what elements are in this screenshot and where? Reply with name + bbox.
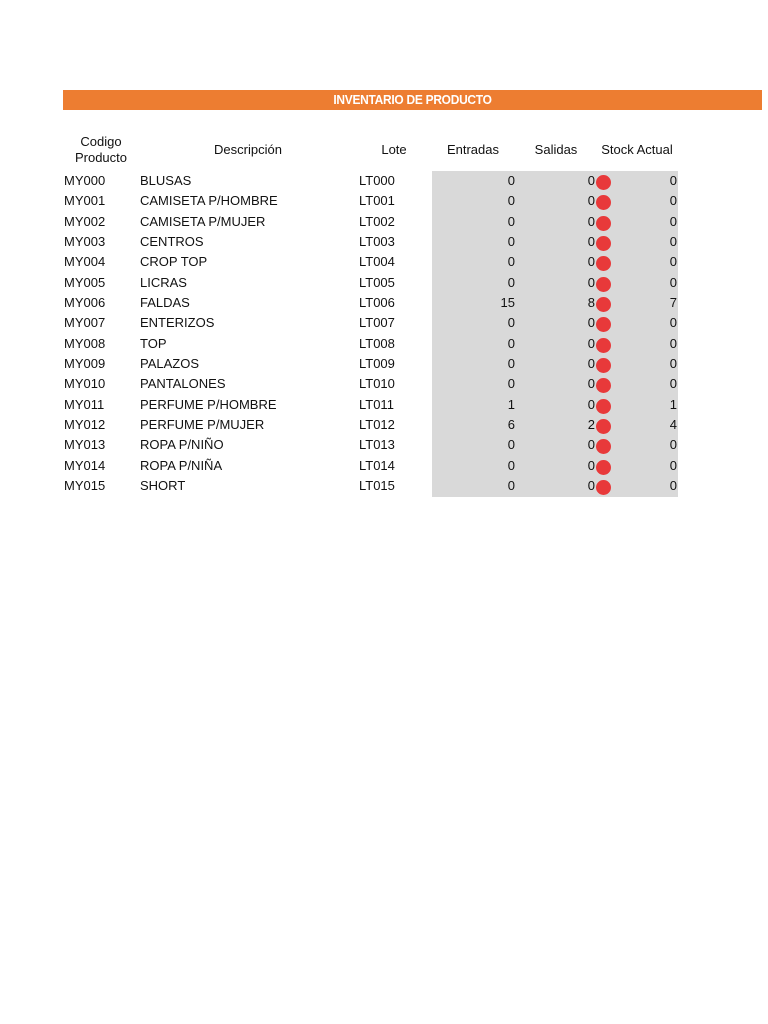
cell-entradas[interactable]: 0 <box>507 356 515 372</box>
cell-entradas[interactable]: 0 <box>507 173 515 188</box>
cell-salidas[interactable]: 0 <box>587 193 595 209</box>
cell-entradas[interactable]: 0 <box>507 254 515 270</box>
red-dot-icon <box>596 358 611 373</box>
cell-lote[interactable]: LT005 <box>359 274 395 290</box>
table-row[interactable] <box>0 171 768 191</box>
table-row[interactable] <box>0 293 768 313</box>
cell-salidas[interactable]: 0 <box>587 396 595 412</box>
cell-salidas[interactable]: 0 <box>587 437 595 453</box>
cell-description[interactable]: BLUSAS <box>140 173 192 188</box>
table-row[interactable] <box>0 415 768 435</box>
header-code-line1: Codigo <box>80 134 122 149</box>
cell-description[interactable]: FALDAS <box>140 295 190 311</box>
red-dot-icon <box>596 460 611 475</box>
cell-stock[interactable]: 0 <box>669 457 677 473</box>
cell-code[interactable]: MY014 <box>64 457 106 473</box>
cell-lote[interactable]: LT011 <box>359 396 394 412</box>
cell-stock[interactable]: 1 <box>669 396 677 412</box>
cell-code[interactable]: MY012 <box>64 417 106 433</box>
cell-lote[interactable]: LT006 <box>359 295 395 311</box>
cell-lote[interactable]: LT015 <box>359 478 395 494</box>
cell-salidas[interactable]: 0 <box>587 335 595 351</box>
cell-description[interactable]: ROPA P/NIÑA <box>140 457 223 473</box>
cell-description[interactable]: ROPA P/NIÑO <box>140 437 224 453</box>
cell-stock[interactable]: 0 <box>669 234 677 250</box>
cell-stock[interactable]: 0 <box>669 437 677 453</box>
cell-description[interactable]: CAMISETA P/HOMBRE <box>140 193 278 209</box>
cell-lote[interactable]: LT007 <box>359 315 395 331</box>
cell-entradas[interactable]: 0 <box>507 234 515 250</box>
cell-salidas[interactable]: 0 <box>587 274 595 290</box>
cell-entradas[interactable]: 0 <box>507 376 515 392</box>
cell-code[interactable]: MY006 <box>64 295 106 311</box>
cell-salidas[interactable]: 2 <box>587 417 595 433</box>
cell-stock[interactable]: 0 <box>669 213 677 229</box>
cell-entradas[interactable]: 0 <box>507 335 515 351</box>
header-code <box>63 134 139 166</box>
cell-salidas[interactable]: 0 <box>587 213 595 229</box>
table-row[interactable] <box>0 212 768 232</box>
cell-entradas[interactable]: 0 <box>507 478 515 494</box>
table-row[interactable] <box>0 395 768 415</box>
cell-code[interactable]: MY008 <box>64 335 106 351</box>
cell-salidas[interactable]: 0 <box>587 173 595 188</box>
header-description: Descripción <box>214 142 282 157</box>
table-row[interactable] <box>0 232 768 252</box>
header-lote: Lote <box>381 142 407 157</box>
cell-description[interactable]: PANTALONES <box>140 376 226 392</box>
cell-code[interactable]: MY002 <box>64 213 106 229</box>
red-dot-icon <box>596 297 611 312</box>
cell-lote[interactable]: LT000 <box>359 173 395 188</box>
table-row[interactable] <box>0 476 768 496</box>
cell-code[interactable]: MY004 <box>64 254 106 270</box>
cell-salidas[interactable]: 0 <box>587 315 595 331</box>
cell-stock[interactable]: 0 <box>669 315 677 331</box>
table-row[interactable] <box>0 273 768 293</box>
cell-stock[interactable]: 0 <box>669 376 677 392</box>
table-row[interactable] <box>0 252 768 272</box>
cell-code[interactable]: MY009 <box>64 356 106 372</box>
cell-description[interactable]: TOP <box>140 335 167 351</box>
cell-description[interactable]: CROP TOP <box>140 254 208 270</box>
table-row[interactable] <box>0 191 768 211</box>
cell-lote[interactable]: LT012 <box>359 417 395 433</box>
cell-stock[interactable]: 0 <box>669 173 677 188</box>
cell-code[interactable]: MY001 <box>64 193 106 209</box>
header-code-line2: Producto <box>74 150 128 165</box>
cell-code[interactable]: MY013 <box>64 437 106 453</box>
title-bar <box>63 90 762 110</box>
cell-stock[interactable]: 0 <box>669 274 677 290</box>
cell-entradas[interactable]: 6 <box>507 417 515 433</box>
cell-lote[interactable]: LT008 <box>359 335 395 351</box>
table-header <box>0 132 768 168</box>
cell-lote[interactable]: LT002 <box>359 213 395 229</box>
cell-code[interactable]: MY011 <box>64 396 105 412</box>
cell-description[interactable]: LICRAS <box>140 274 187 290</box>
cell-stock[interactable]: 0 <box>669 254 677 270</box>
cell-description[interactable]: PERFUME P/MUJER <box>140 417 265 433</box>
cell-lote[interactable]: LT003 <box>359 234 395 250</box>
header-stock: Stock Actual <box>601 142 673 157</box>
cell-salidas[interactable]: 0 <box>587 234 595 250</box>
cell-salidas[interactable]: 0 <box>587 376 595 392</box>
table-row[interactable] <box>0 334 768 354</box>
table-body <box>0 171 768 497</box>
red-dot-icon <box>596 236 611 251</box>
cell-salidas[interactable]: 8 <box>587 295 595 311</box>
page-title: INVENTARIO DE PRODUCTO <box>333 92 492 107</box>
cell-stock[interactable]: 4 <box>669 417 677 433</box>
cell-entradas[interactable]: 0 <box>507 437 515 453</box>
header-salidas: Salidas <box>534 142 578 157</box>
cell-lote[interactable]: LT010 <box>359 376 395 392</box>
cell-description[interactable]: PERFUME P/HOMBRE <box>140 396 277 412</box>
cell-code[interactable]: MY000 <box>64 173 106 188</box>
table-row[interactable] <box>0 456 768 476</box>
cell-salidas[interactable]: 0 <box>587 457 595 473</box>
cell-code[interactable]: MY003 <box>64 234 106 250</box>
cell-description[interactable]: SHORT <box>140 478 186 494</box>
cell-code[interactable]: MY010 <box>64 376 106 392</box>
cell-entradas[interactable]: 15 <box>500 295 515 311</box>
table-row[interactable] <box>0 435 768 455</box>
cell-lote[interactable]: LT013 <box>359 437 395 453</box>
table-row[interactable] <box>0 313 768 333</box>
cell-code[interactable]: MY007 <box>64 315 106 331</box>
cell-entradas[interactable]: 0 <box>507 193 515 209</box>
cell-entradas[interactable]: 0 <box>507 457 515 473</box>
cell-salidas[interactable]: 0 <box>587 478 595 494</box>
red-dot-icon <box>596 399 611 414</box>
cell-salidas[interactable]: 0 <box>587 254 595 270</box>
cell-stock[interactable]: 0 <box>669 478 677 494</box>
cell-code[interactable]: MY005 <box>64 274 106 290</box>
cell-lote[interactable]: LT009 <box>359 356 395 372</box>
red-dot-icon <box>596 216 611 231</box>
red-dot-icon <box>596 338 611 353</box>
cell-description[interactable]: PALAZOS <box>140 356 200 372</box>
red-dot-icon <box>596 175 611 190</box>
cell-description[interactable]: ENTERIZOS <box>140 315 215 331</box>
cell-code[interactable]: MY015 <box>64 478 106 494</box>
cell-description[interactable]: CAMISETA P/MUJER <box>140 213 266 229</box>
cell-stock[interactable]: 7 <box>669 295 677 311</box>
cell-lote[interactable]: LT014 <box>359 457 395 473</box>
table-row[interactable] <box>0 374 768 394</box>
cell-entradas[interactable]: 0 <box>507 213 515 229</box>
red-dot-icon <box>596 277 611 292</box>
cell-lote[interactable]: LT004 <box>359 254 395 270</box>
cell-stock[interactable]: 0 <box>669 193 677 209</box>
cell-description[interactable]: CENTROS <box>140 234 204 250</box>
cell-lote[interactable]: LT001 <box>359 193 395 209</box>
cell-stock[interactable]: 0 <box>669 356 677 372</box>
cell-salidas[interactable]: 0 <box>587 356 595 372</box>
cell-entradas[interactable]: 1 <box>507 396 515 412</box>
table-row[interactable] <box>0 354 768 374</box>
cell-entradas[interactable]: 0 <box>507 274 515 290</box>
header-entradas: Entradas <box>446 142 500 157</box>
cell-entradas[interactable]: 0 <box>507 315 515 331</box>
cell-stock[interactable]: 0 <box>669 335 677 351</box>
